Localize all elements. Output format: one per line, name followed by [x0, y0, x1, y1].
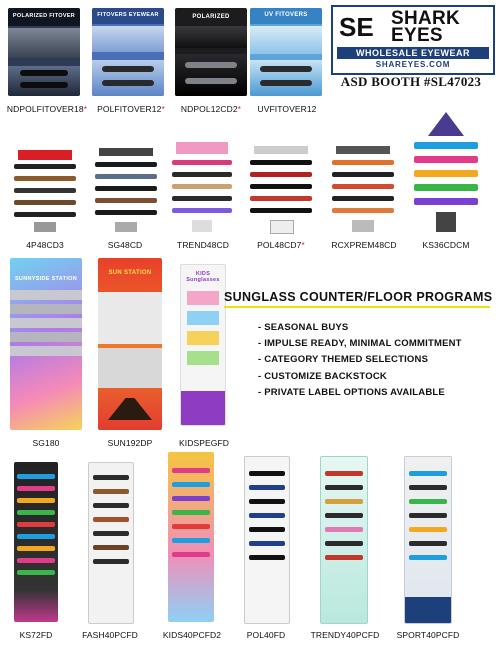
product-code-polfitover12: POLFITOVER12*: [97, 104, 165, 114]
product-image-kidspegfd: KIDS Sunglasses: [180, 264, 226, 426]
product-code-ks72fd: KS72FD: [19, 630, 53, 640]
product-code-trend48cd: TREND48CD: [177, 240, 229, 250]
product-code-uvfitover12: UVFITOVER12: [257, 104, 317, 114]
bullet-item: - CUSTOMIZE BACKSTOCK: [258, 370, 387, 382]
logo-mark-text: SE: [339, 12, 374, 41]
bullet-item: - SEASONAL BUYS: [258, 322, 349, 333]
product-image-sun192dp: SUN STATION: [98, 258, 162, 430]
product-code-ndpol12cd2: NDPOL12CD2*: [180, 104, 242, 114]
product-code-sport40pcfd: SPORT40PCFD: [396, 630, 460, 640]
booth-number: ASD BOOTH #SL47023: [340, 74, 482, 89]
bullet-item: - IMPULSE READY, MINIMAL COMMITMENT: [258, 338, 462, 350]
product-image-trend48cd: [172, 142, 232, 232]
product-image-fash40pcfd: [88, 462, 134, 624]
product-image-ks36cdcm: [414, 112, 478, 232]
shark-fin-icon: [339, 11, 387, 41]
product-image-sport40pcfd: [404, 456, 452, 624]
product-code-sun192dp: SUN192DP: [107, 438, 153, 448]
product-image-4p48cd3: [14, 150, 76, 232]
product-image-trendy40pcfd: [320, 456, 368, 624]
logo-name: SHARK EYES: [391, 8, 461, 46]
shark-eyes-logo: [331, 5, 495, 75]
product-image-ndpolfitover18: POLARIZED FITOVER: [8, 8, 80, 96]
product-code-kidspegfd: KIDSPEGFD: [178, 438, 230, 448]
program-heading: SUNGLASS COUNTER/FLOOR PROGRAMS: [224, 290, 493, 304]
logo-website: SHAREYES.COM: [375, 60, 451, 69]
product-image-polfitover12: FITOVERS EYEWEAR: [92, 8, 164, 96]
product-image-sg180: SUNNYSIDE STATION: [10, 258, 82, 430]
product-image-pol48cd7: [250, 146, 312, 232]
bullet-item: - CATEGORY THEMED SELECTIONS: [258, 354, 429, 366]
product-code-rcxprem48cd: RCXPREM48CD: [331, 240, 397, 250]
product-image-ks72fd: [14, 462, 58, 622]
product-code-fash40pcfd: FASH40PCFD: [82, 630, 138, 640]
product-image-kids40pcfd2: [168, 452, 214, 622]
product-image-pol40fd: [244, 456, 290, 624]
product-code-sg180: SG180: [32, 438, 60, 448]
program-bullet-list: [258, 320, 462, 401]
product-code-trendy40pcfd: TRENDY40PCFD: [310, 630, 380, 640]
product-code-pol40fd: POL40FD: [246, 630, 286, 640]
product-code-kids40pcfd2: KIDS40PCFD2: [162, 630, 222, 640]
product-image-uvfitover12: UV FITOVERS: [250, 8, 322, 96]
heading-underline: [224, 306, 490, 308]
product-code-4p48cd3: 4P48CD3: [26, 240, 64, 250]
product-code-pol48cd7: POL48CD7*: [257, 240, 305, 250]
bullet-item: - PRIVATE LABEL OPTIONS AVAILABLE: [258, 386, 445, 398]
product-image-ndpol12cd2: POLARIZED: [175, 8, 247, 96]
product-image-rcxprem48cd: [332, 146, 394, 232]
product-code-ks36cdcm: KS36CDCM: [422, 240, 470, 250]
product-code-ndpolfitover18: NDPOLFITOVER18*: [6, 104, 88, 114]
logo-tagline: WHOLESALE EYEWEAR: [337, 47, 489, 59]
product-code-sg48cd: SG48CD: [107, 240, 143, 250]
product-image-sg48cd: [95, 148, 157, 232]
